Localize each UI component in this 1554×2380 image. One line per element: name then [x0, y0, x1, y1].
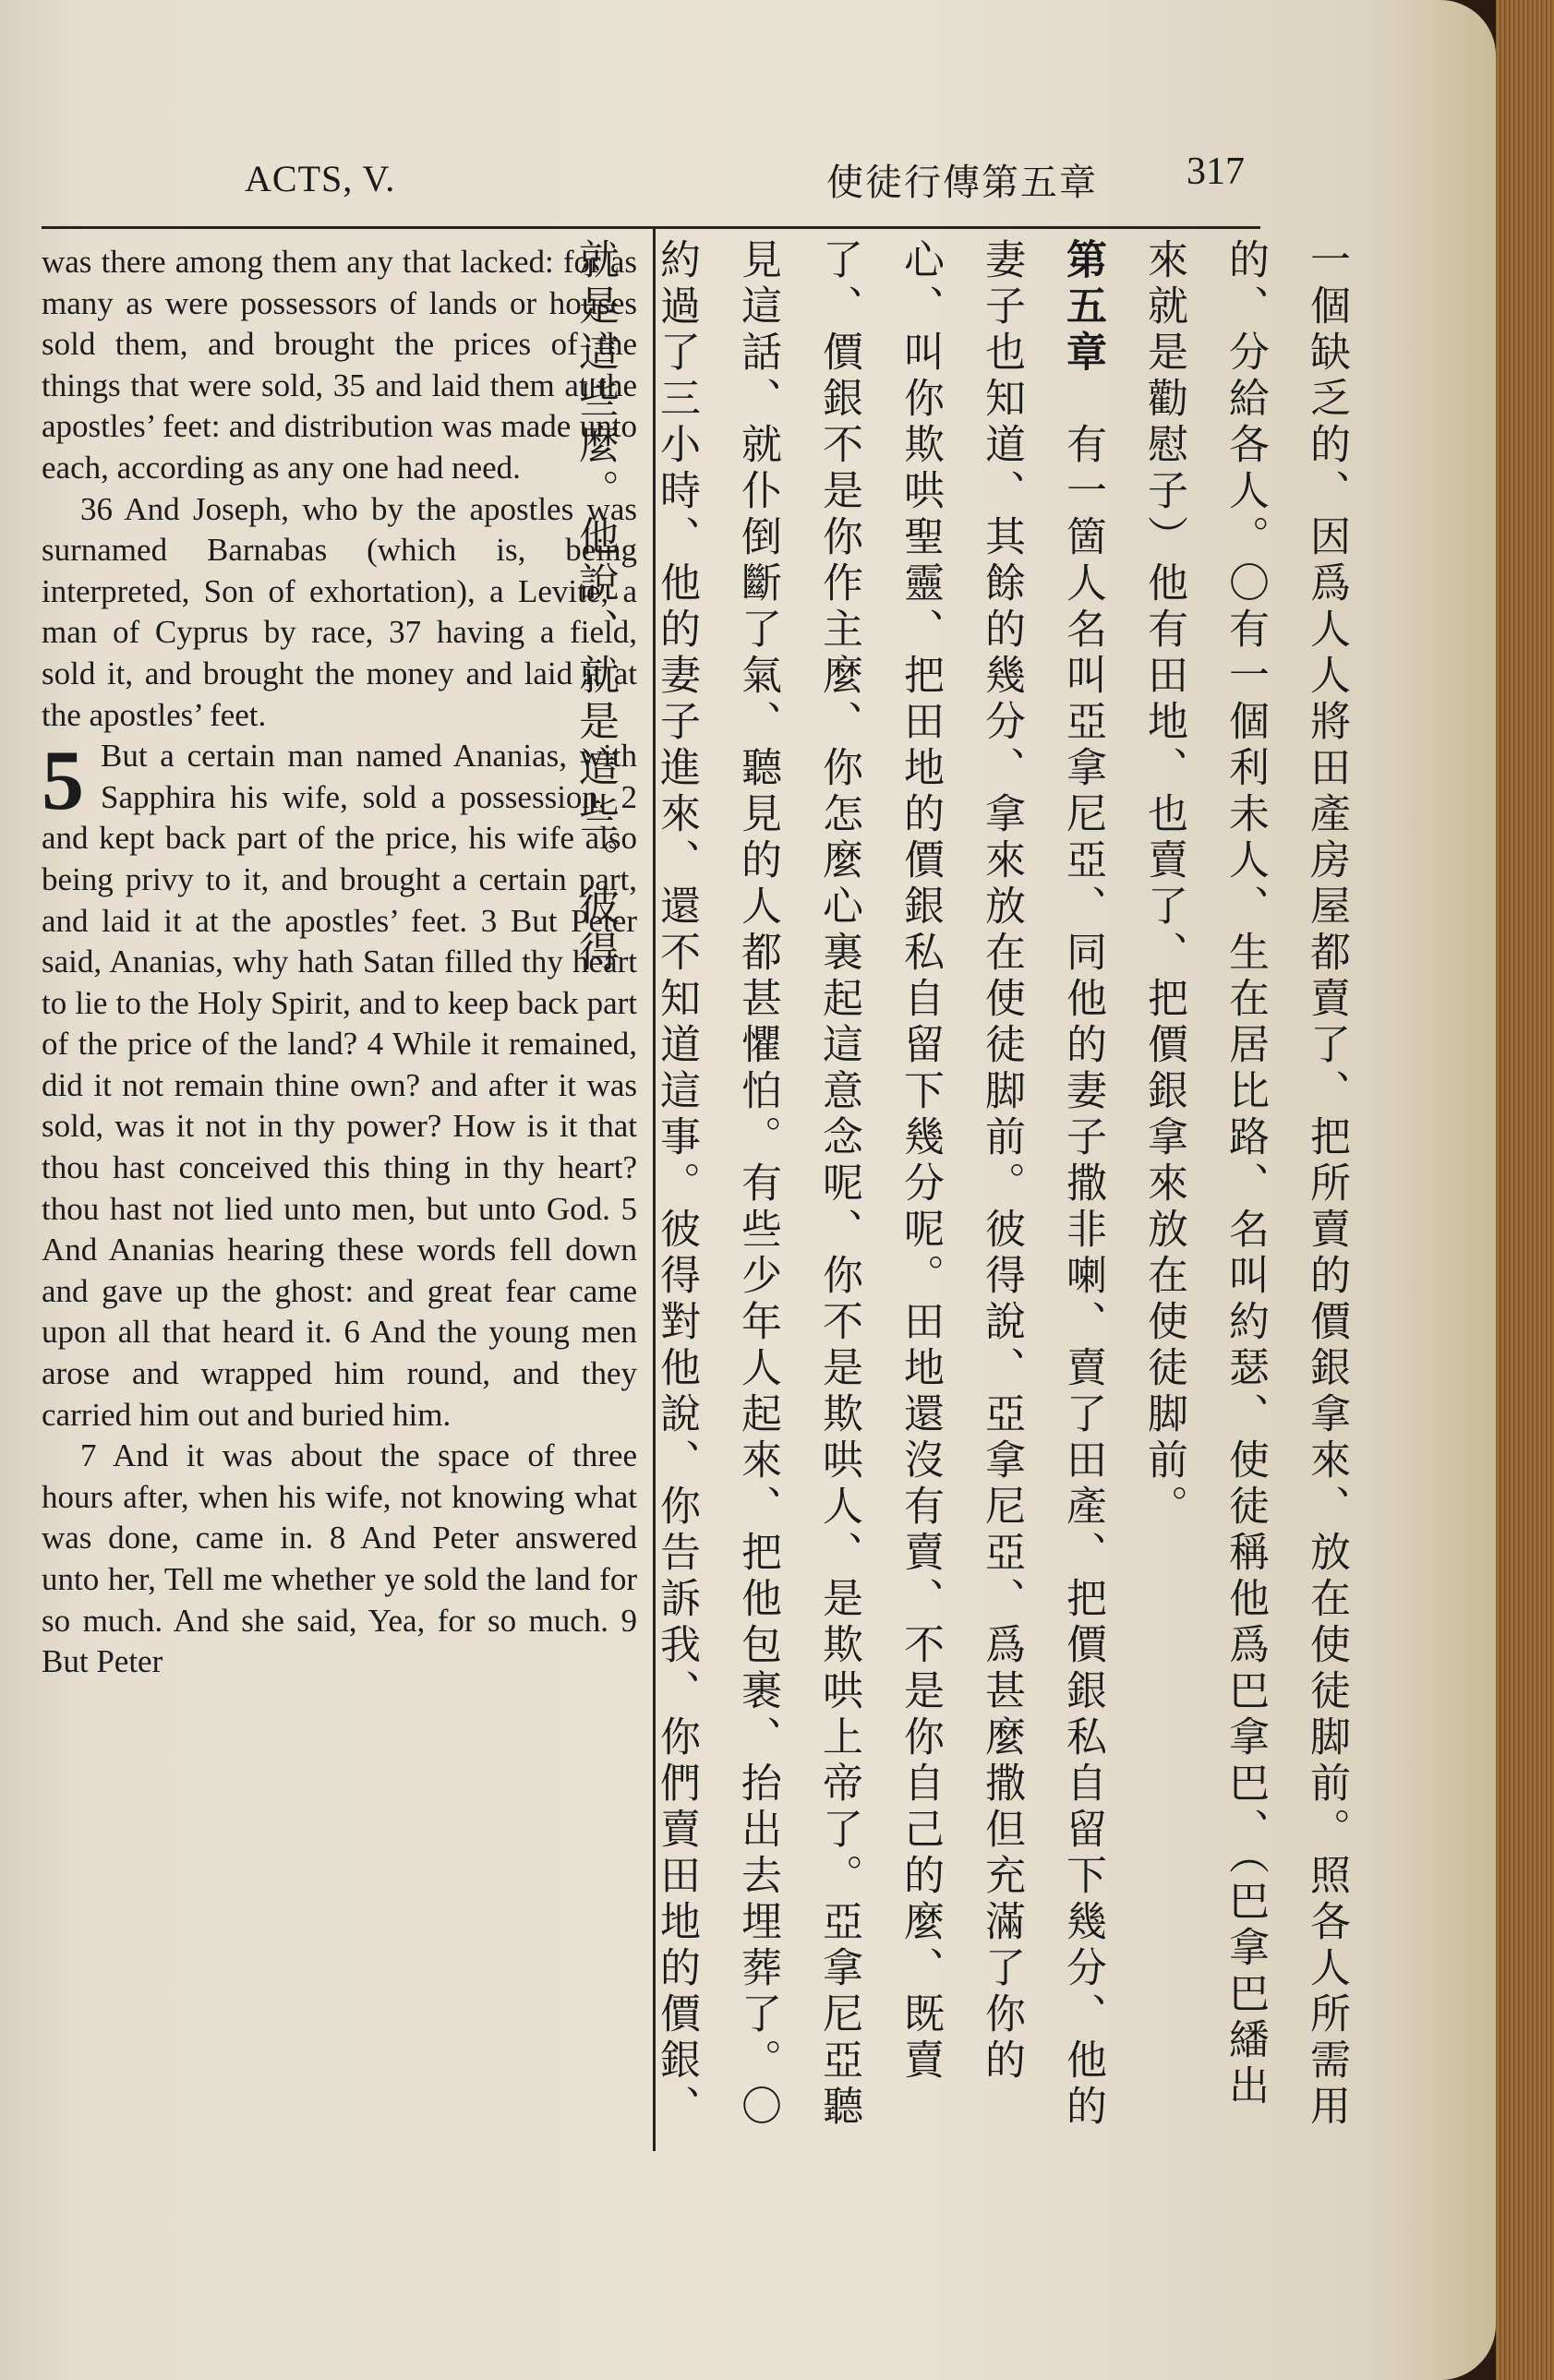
chapter-start	[42, 733, 637, 1436]
page-number: 317	[1187, 150, 1245, 193]
chinese-column	[572, 238, 1367, 2140]
english-column	[42, 242, 637, 1683]
header-chinese-title: 使徒行傳第五章	[826, 162, 1098, 204]
running-header	[37, 138, 1256, 222]
header-rule	[42, 226, 1260, 229]
english-paragraph: 36 And Joseph, who by the apostles was surnamed Barnabas (which is, being interpreted, Son of exhortation), a Levite, a man of Cyprus by race, 37 having a field, sold it, and brought the money and laid it at the apostles’ feet.	[42, 490, 637, 733]
english-paragraph: But a certain man named Ananias, with Sapphira his wife, sold a possession, 2 and kept back part of the price, his wife also being privy to it, and brought a certain part, and laid it at the apostles’ feet. 3 But Peter said, Ananias, why hath Satan filled thy heart to lie to the Holy Spirit, and to keep back part of the price of the land? 4 While it remained, did it not remain thine own? and after it was sold, was it not in thy power? How is it that thou hast conceived this thing in thy heart? thou hast not lied unto men, but unto God. 5 And Ananias hearing these words fell down and gave up the ghost: and great fear came upon all that heard it. 6 And the young men arose and wrapped him round, and they carried him out and buried him.	[42, 738, 637, 1433]
chinese-paragraph	[554, 238, 1123, 2140]
page-edges	[1496, 0, 1554, 2380]
chapter-number: 5	[42, 733, 84, 828]
header-book-chapter: ACTS, V.	[245, 158, 396, 199]
english-paragraph: was there among them any that lacked: for as many as were possessors of lands or houses sold them, and brought the prices of the things that were sold, 35 and laid them at the apostles’ feet: and distribution was made unto each, according as any one had need.	[42, 244, 637, 486]
chinese-text: 有一箇人名叫亞拿尼亞、同他的妻子撒非喇、賣了田產、把價銀私自留下幾分、他的妻子也知道、其餘的幾分、拿來放在使徒脚前。彼得說、亞拿尼亞、爲甚麼撒但充滿了你的心、叫你欺哄聖靈、把田地的價銀私自留下幾分呢。田地還沒有賣、不是你自己的麼、既賣了、價銀不是你作主麼、你怎麼心裏起這意念呢、你不是欺哄人、是欺哄上帝了。亞拿尼亞聽見這話、就仆倒斷了氣、聽見的人都甚懼怕。有些少年人起來、把他包裹、抬出去埋葬了。〇約過了三小時、他的妻子進來、還不知道這事。彼得對他說、你告訴我、你們賣田地的價銀、就是這些麼。他說、就是這些。彼得	[572, 238, 1106, 2131]
chinese-chapter-label: 第五章	[1059, 238, 1106, 377]
english-paragraph: 7 And it was about the space of three hours after, when his wife, not knowing what was done, came in. 8 And Peter answered unto her, Tell me whether ye sold the land for so much. And she said, Yea, for so much. 9 But Peter	[42, 1437, 637, 1680]
chinese-paragraph: 一個缺乏的、因爲人人將田產房屋都賣了、把所賣的價銀拿來、放在使徒脚前。照各人所需用的、分給各人。〇有一個利未人、生在居比路、名叫約瑟、使徒稱他爲巴拿巴、（巴拿巴繙出來就是勸慰子）他有田地、也賣了、把價銀拿來放在使徒脚前。	[1140, 238, 1350, 2131]
